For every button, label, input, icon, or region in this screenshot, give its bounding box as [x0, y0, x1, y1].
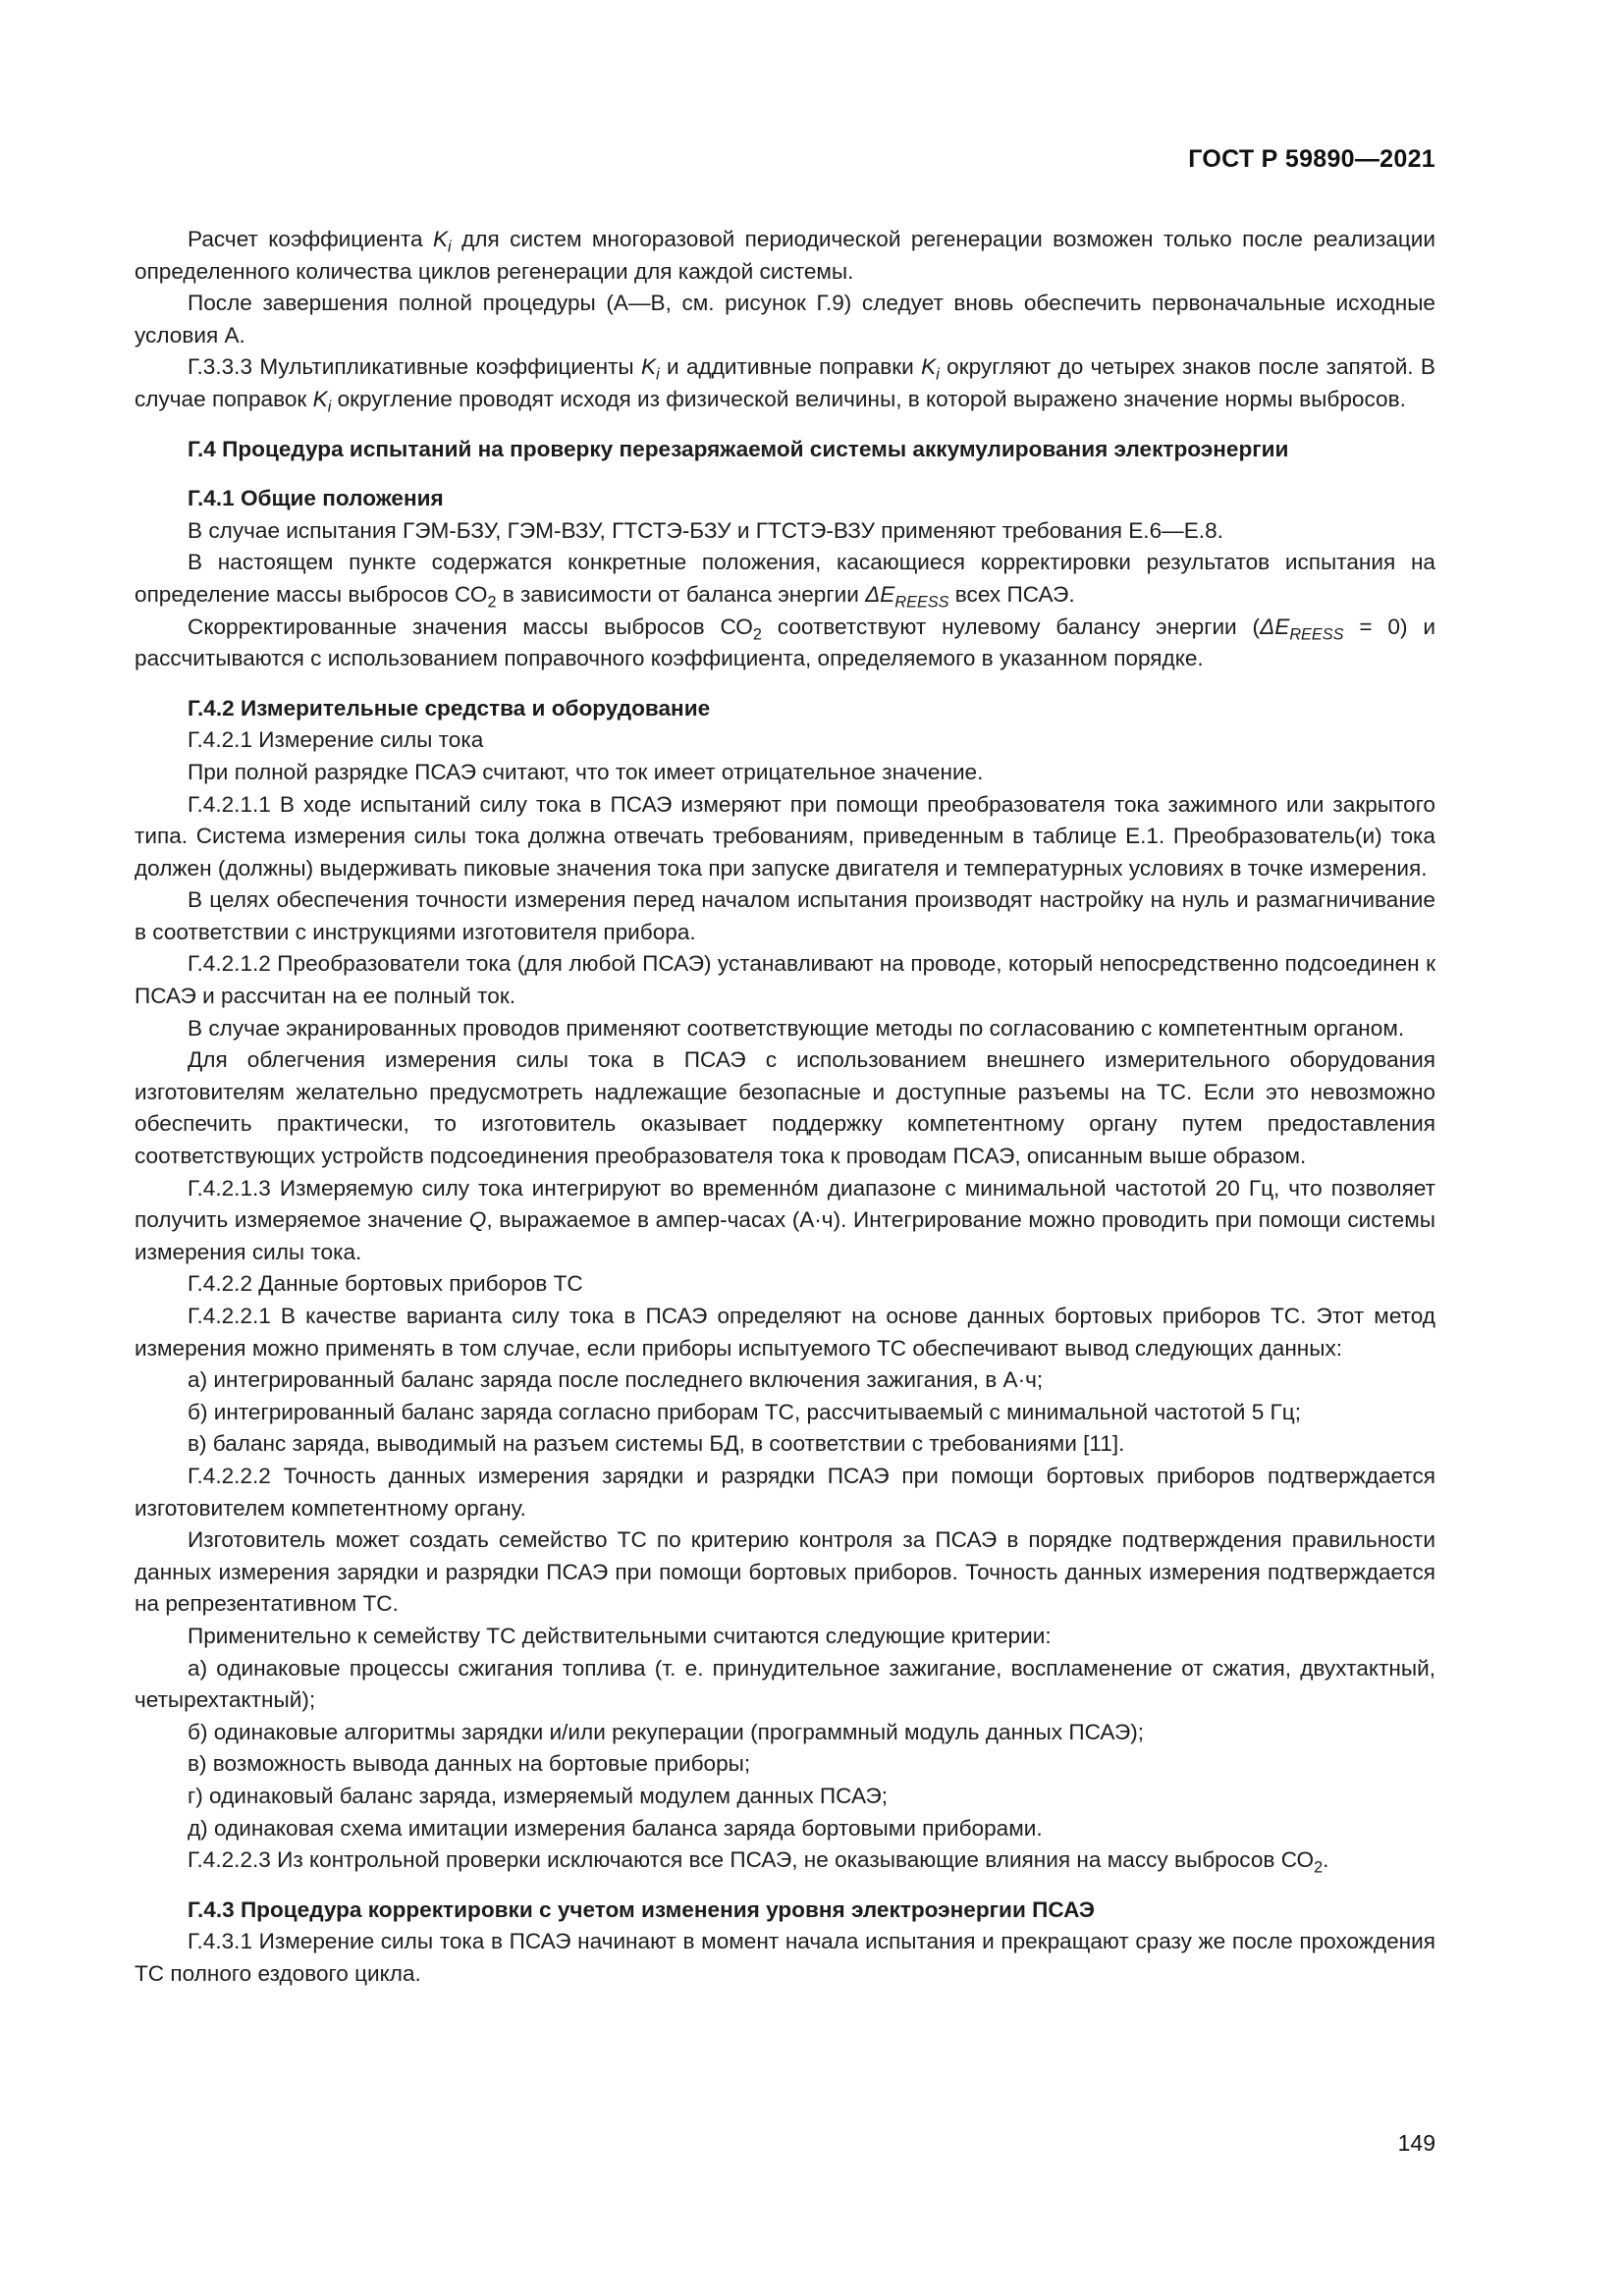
list-item-b-integrated-balance: б) интегрированный баланс заряда согласно приборам ТС, рассчитываемый с минимальной частотой 5 Гц;	[188, 1399, 1301, 1424]
paragraph-g431: Г.4.3.1 Измерение силы тока в ПСАЭ начинают в момент начала испытания и прекращают сразу же после прохождения ТС полного ездового цикла.	[135, 1929, 1435, 1986]
paragraph-g4212: Г.4.2.1.2 Преобразователи тока (для любой ПСАЭ) устанавливают на проводе, который непосредственно подсоединен к ПСАЭ и рассчитан на ее полный ток.	[135, 951, 1435, 1009]
paragraph-g4222-family: Изготовитель может создать семейство ТС по критерию контроля за ПСАЭ в порядке подтверждения правильности данных измерения зарядки и разрядки ПСАЭ при помощи бортовых приборов. Точность данных измерения подтверждается на репрезентативном ТС.	[135, 1527, 1435, 1617]
paragraph-initial-conditions: После завершения полной процедуры (А—В, см. рисунок Г.9) следует вновь обеспечить первоначальные исходные условия А.	[135, 291, 1435, 347]
paragraph-g4213: Г.4.2.1.3 Измеряемую силу тока интегрируют во временно́м диапазоне с минимальной частотой 20 Гц, что позволяет получить измеряемое значение Q, выражаемое в ампер-часах (А·ч). Интегрирование можно проводить при помощи системы измерения силы тока.	[135, 1175, 1436, 1264]
paragraph-g422-title: Г.4.2.2 Данные бортовых приборов ТС	[188, 1271, 583, 1297]
list-item-d-simulation: д) одинаковая схема имитации измерения баланса заряда бортовыми приборами.	[188, 1815, 1043, 1841]
list-item-a-combustion: а) одинаковые процессы сжигания топлива (т. е. принудительное зажигание, воспламенение от сжатия, двухтактный, четырехтактный);	[135, 1655, 1435, 1713]
section-heading-g42: Г.4.2 Измерительные средства и оборудование	[188, 695, 711, 721]
paragraph-g41-requirements: В случае испытания ГЭМ-БЗУ, ГЭМ-ВЗУ, ГТСТЭ-БЗУ и ГТСТЭ-ВЗУ применяют требования Е.6—Е.8.	[188, 517, 1223, 543]
list-item-v-charge-balance: в) баланс заряда, выводимый на разъем системы БД, в соответствии с требованиями [11].	[188, 1431, 1125, 1457]
list-item-a-integrated-balance: а) интегрированный баланс заряда после последнего включения зажигания, в А·ч;	[188, 1367, 1044, 1393]
page-body	[135, 224, 1435, 1990]
paragraph-g4211-zeroing: В целях обеспечения точности измерения перед началом испытания производят настройку на нуль и размагничивание в соответствии с инструкциями изготовителя прибора.	[135, 887, 1435, 944]
paragraph-g421-title: Г.4.2.1 Измерение силы тока	[188, 727, 484, 753]
section-heading-g4: Г.4 Процедура испытаний на проверку перезаряжаемой системы аккумулирования электроэнергии	[188, 436, 1289, 461]
list-item-b-algorithms: б) одинаковые алгоритмы зарядки и/или рекуперации (программный модуль данных ПСАЭ);	[188, 1719, 1145, 1744]
paragraph-g4211: Г.4.2.1.1 В ходе испытаний силу тока в ПСАЭ измеряют при помощи преобразователя тока зажимного или закрытого типа. Система измерения силы тока должна отвечать требованиям, приведенным в таблице Е.1. Преобразователь(и) тока должен (должны) выдерживать пиковые значения тока при запуске двигателя и температурных условиях в точке измерения.	[135, 791, 1435, 881]
section-heading-g43: Г.4.3 Процедура корректировки с учетом изменения уровня электроэнергии ПСАЭ	[188, 1896, 1095, 1922]
document-standard-number: ГОСТ Р 59890—2021	[1188, 145, 1435, 173]
paragraph-g41-corrected-values: Скорректированные значения массы выбросов $СО_2$ соответствуют нулевому балансу энергии $(\Delta E_{REESS} = 0)$ и рассчитываются с использованием поправочного коэффициента, определяемого в указанном порядке.	[135, 614, 1435, 671]
page-number: 149	[1397, 2130, 1435, 2156]
paragraph-g4223: Г.4.2.2.3 Из контрольной проверки исключаются все ПСАЭ, не оказывающие влияния на массу выбросов $СО_2$.	[188, 1847, 1329, 1877]
list-item-v-data-output: в) возможность вывода данных на бортовые приборы;	[188, 1751, 751, 1777]
paragraph-g4222-criteria: Применительно к семейству ТС действительными считаются следующие критерии:	[188, 1623, 1052, 1648]
paragraph-regeneration-factor: Расчет коэффициента $K_i$ для систем многоразовой периодической регенерации возможен только после реализации определенного количества циклов регенерации для каждой системы.	[135, 227, 1435, 284]
paragraph-g4222: Г.4.2.2.2 Точность данных измерения зарядки и разрядки ПСАЭ при помощи бортовых приборов подтверждается изготовителем компетентному органу.	[135, 1463, 1435, 1521]
paragraph-g333-rounding: Г.3.3.3 Мультипликативные коэффициенты $K_i$ и аддитивные поправки $K_i$ округляют до четырех знаков после запятой. В случае поправок $K_i$ округление проводят исходя из физической величины, в которой выражено значение нормы выбросов.	[135, 354, 1435, 416]
paragraph-g4221: Г.4.2.2.1 В качестве варианта силу тока в ПСАЭ определяют на основе данных бортовых приборов ТС. Этот метод измерения можно применять в том случае, если приборы испытуемого ТС обеспечивают вывод следующих данных:	[135, 1304, 1435, 1361]
paragraph-g421-discharge: При полной разрядке ПСАЭ считают, что ток имеет отрицательное значение.	[188, 759, 984, 784]
paragraph-g41-specific-provisions: В настоящем пункте содержатся конкретные положения, касающиеся корректировки результатов испытания на определение массы выбросов $СО_2$ в зависимости от баланса энергии $\Delta E_{REESS}$ всех ПСАЭ.	[135, 550, 1435, 612]
section-heading-g41: Г.4.1 Общие положения	[188, 486, 444, 511]
list-item-g-charge-balance: г) одинаковый баланс заряда, измеряемый модулем данных ПСАЭ;	[188, 1783, 889, 1808]
paragraph-g4212-connectors: Для облегчения измерения силы тока в ПСАЭ с использованием внешнего измерительного оборудования изготовителям желательно предусмотреть надлежащие безопасные и доступные разъемы на ТС. Если это невозможно обеспечить практически, то изготовитель оказывает поддержку компетентному органу путем предоставления соответствующих устройств подсоединения преобразователя тока к проводам ПСАЭ, описанным выше образом.	[135, 1047, 1435, 1169]
paragraph-g4212-shielded: В случае экранированных проводов применяют соответствующие методы по согласованию с компетентным органом.	[188, 1015, 1405, 1041]
